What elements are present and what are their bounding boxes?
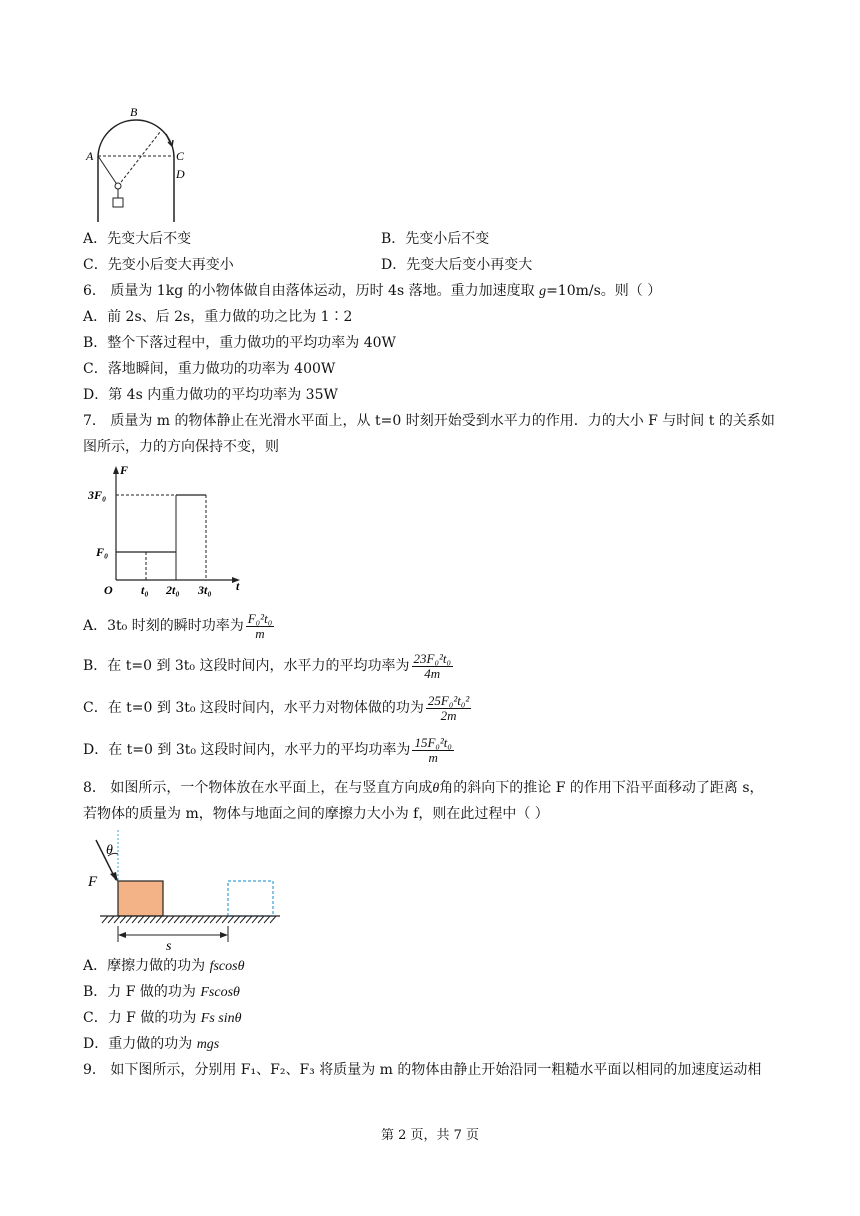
fig1-label-c: C xyxy=(176,149,185,163)
page-footer: 第 2 页，共 7 页 xyxy=(380,1128,480,1143)
fig1-label-a: A xyxy=(86,149,94,163)
q8-option-c: C．力 F 做的功为 Fs sinθ xyxy=(83,1010,242,1026)
q5-option-d: D．先变大后变小再变大 xyxy=(381,257,533,273)
q6-option-d: D．第 4s 内重力做功的平均功率为 35W xyxy=(83,387,338,403)
q8-stem-line2: 若物体的质量为 m，物体与地面之间的摩擦力大小为 f，则在此过程中（ ） xyxy=(83,806,549,822)
graph-y-tick-f0: F₀ xyxy=(96,545,109,559)
q7-option-b: B．在 t=0 到 3t₀ 这段时间内，水平力的平均功率为 $\frac{\text{23F₀²t₀}}{4m}$ xyxy=(83,650,451,681)
q6-stem: 6． 质量为 1kg 的小物体做自由落体运动，历时 4s 落地。重力加速度取 g=10m/s。则（ ） xyxy=(83,283,662,299)
figure-force-time-graph xyxy=(86,462,256,602)
q8-option-a: A．摩擦力做的功为 fscosθ xyxy=(83,958,245,974)
figure-push-block xyxy=(86,826,286,954)
graph-y-axis-label: F xyxy=(120,463,129,477)
graph-origin-label: O xyxy=(104,583,113,597)
graph-y-tick-3f0: 3F₀ xyxy=(88,488,107,502)
graph-x-tick-t0: t₀ xyxy=(141,583,149,597)
q9-stem: 9． 如下图所示，分别用 F₁、F₂、F₃ 将质量为 m 的物体由静止开始沿同一粗糙水平面以相同的加速度运动相 xyxy=(83,1062,762,1078)
q5-option-b: B．先变小后不变 xyxy=(381,231,490,247)
q6-option-b: B．整个下落过程中，重力做功的平均功率为 40W xyxy=(83,335,396,351)
q7-option-a: A．3t₀ 时刻的瞬时功率为 $\frac{\text{F₀²t₀}}{m}$ xyxy=(83,610,273,641)
fig1-label-b: B xyxy=(130,105,138,119)
q7-option-c: C．在 t=0 到 3t₀ 这段时间内，水平力对物体做的功为 $\frac{\text{25F₀²t₀²}}{2m}$ xyxy=(83,692,470,723)
q8-stem-line1: 8． 如图所示，一个物体放在水平面上，在与竖直方向成θ角的斜向下的推论 F 的作用下沿平面移动了距离 s， xyxy=(83,780,764,796)
fig8-distance-label: s xyxy=(166,939,172,954)
graph-x-axis-label: t xyxy=(236,579,240,593)
graph-x-tick-3t0: 3t₀ xyxy=(198,583,212,597)
figure-semicircle xyxy=(80,100,200,230)
q6-option-c: C．落地瞬间，重力做功的功率为 400W xyxy=(83,361,336,377)
q7-stem-line2: 图所示，力的方向保持不变，则 xyxy=(83,439,279,455)
q5-option-a: A．先变大后不变 xyxy=(83,231,192,247)
q5-option-c: C．先变小后变大再变小 xyxy=(83,257,234,273)
fig1-label-d: D xyxy=(176,167,185,181)
fig8-force-label: F xyxy=(88,874,98,890)
graph-x-tick-2t0: 2t₀ xyxy=(166,583,180,597)
q7-stem-line1: 7． 质量为 m 的物体静止在光滑水平面上，从 t=0 时刻开始受到水平力的作用．力的大小 F 与时间 t 的关系如 xyxy=(83,413,775,429)
q6-option-a: A．前 2s、后 2s，重力做的功之比为 1∶2 xyxy=(83,309,353,325)
q8-option-d: D．重力做的功为 mgs xyxy=(83,1036,220,1052)
fig8-theta: θ xyxy=(106,843,113,858)
q7-option-d: D．在 t=0 到 3t₀ 这段时间内，水平力的平均功率为 $\frac{\text{15F₀²t₀}}{m}$ xyxy=(83,734,452,765)
q8-option-b: B．力 F 做的功为 Fscosθ xyxy=(83,984,240,1000)
